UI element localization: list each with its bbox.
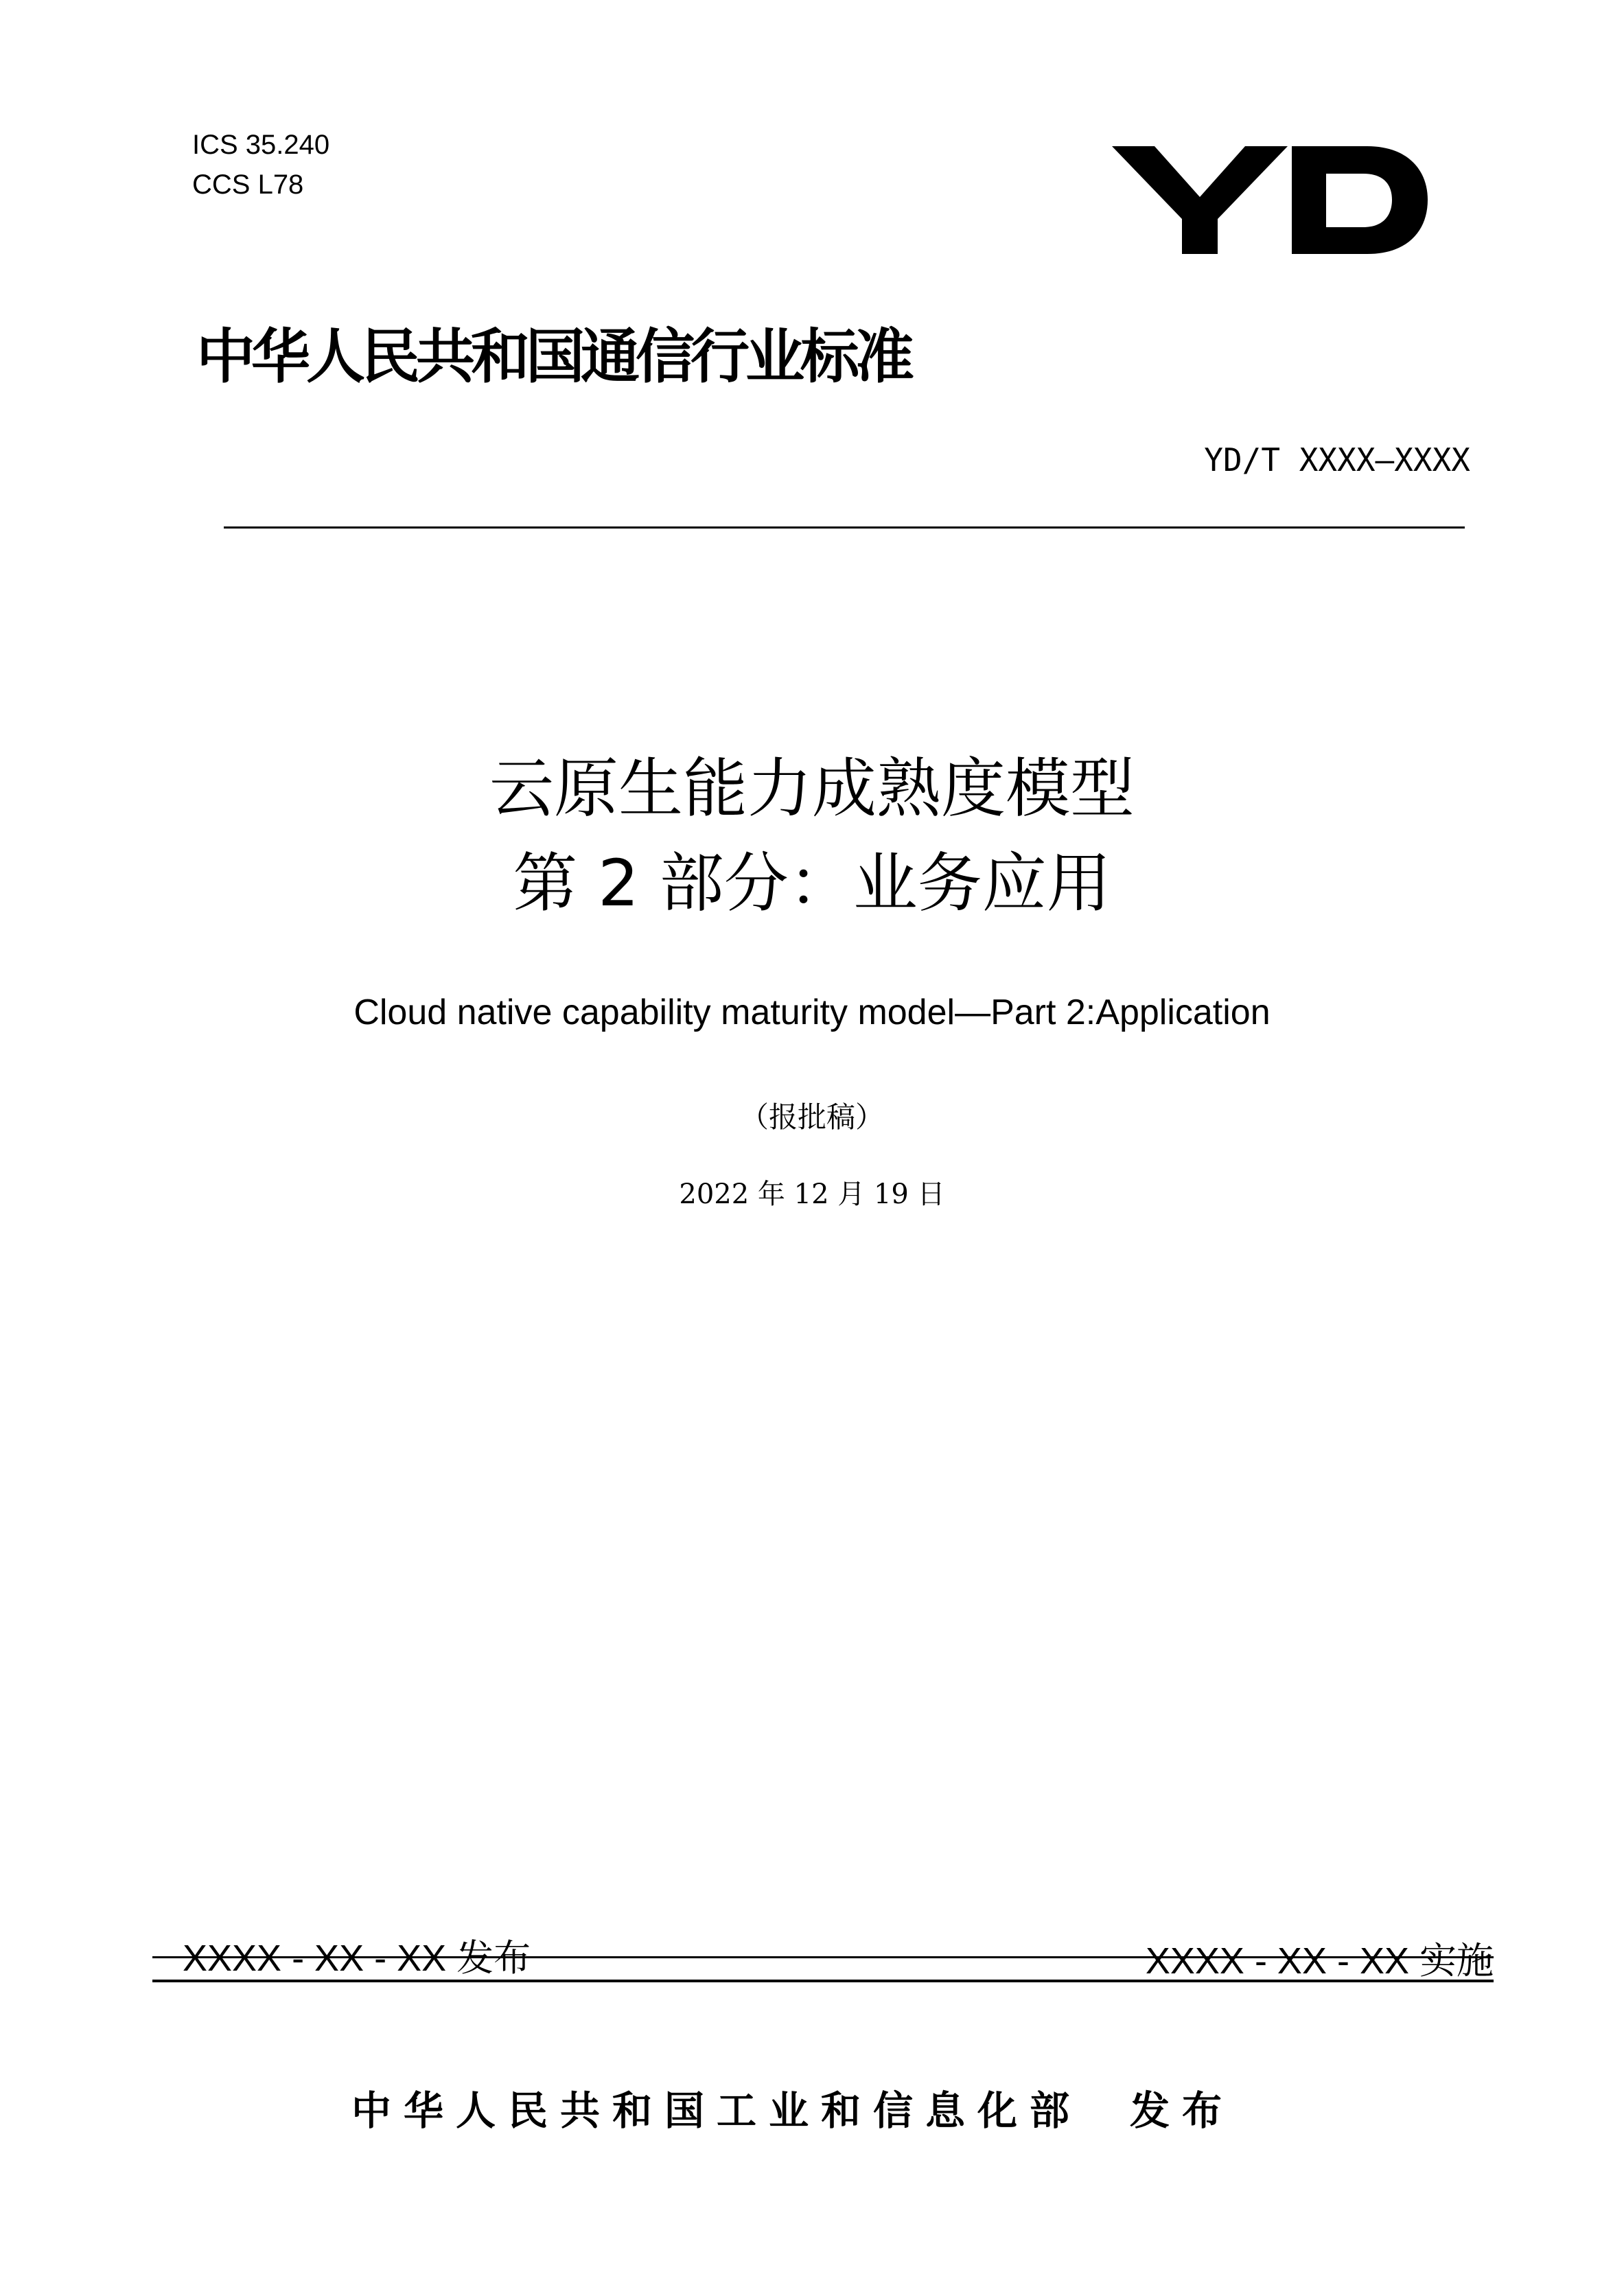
publisher-org: 中华人民共和国工业和信息化部 xyxy=(351,2087,1082,2134)
header-divider xyxy=(224,526,1465,529)
footer-divider xyxy=(152,1980,1494,1982)
standard-number: YD/T XXXX—XXXX xyxy=(1204,441,1470,478)
yd-logo-graphic xyxy=(1112,134,1428,264)
classification-codes xyxy=(192,125,329,205)
ccs-code: CCS L78 xyxy=(192,170,304,200)
issue-date: XXXX - XX - XX 发布 xyxy=(183,1938,531,1979)
draft-date: 2022 年 12 月 19 日 xyxy=(679,1179,945,1210)
implementation-date: XXXX - XX - XX 实施 xyxy=(1145,1940,1494,1982)
publisher xyxy=(351,2083,1234,2138)
ics-code: ICS 35.240 xyxy=(192,130,330,160)
document-title-line2: 第 2 部分：业务应用 xyxy=(513,846,1111,921)
english-title: Cloud native capability maturity model—Part 2:Application xyxy=(353,993,1271,1032)
publisher-action: 发布 xyxy=(1130,2087,1235,2134)
yd-logo xyxy=(1112,134,1428,264)
organization-title: 中华人民共和国通信行业标准 xyxy=(196,323,910,391)
document-title-line1: 云原生能力成熟度模型 xyxy=(489,752,1135,826)
draft-status: （报批稿） xyxy=(739,1100,884,1134)
